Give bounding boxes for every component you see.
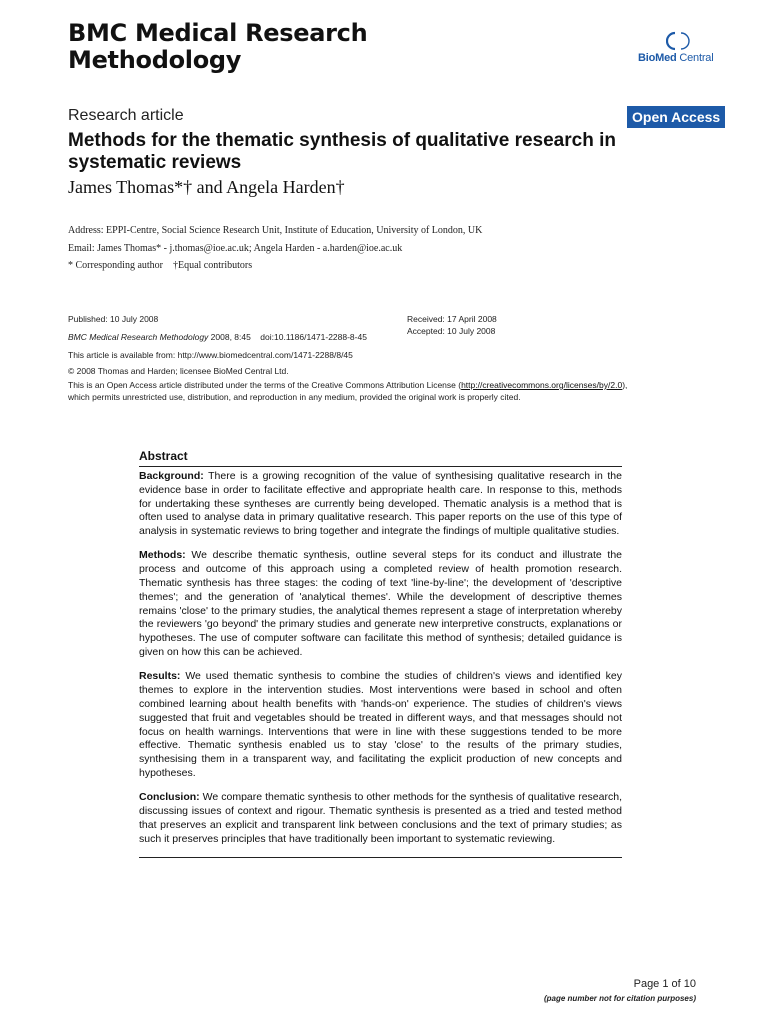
section-label: Results: [139,670,181,683]
article-type: Research article [68,107,184,124]
section-text: We compare thematic synthesis to other methods for the synthesis of qualitative research, discussing issues of context and rigour. Thematic synthesis is presented as a tried and tested method that preserves an explicit and transparent link between conclusions and the text of primary studies; as such it preserves principles that have traditionally been important to systematic reviewing. [139,791,622,845]
publisher-logo[interactable] [636,30,736,70]
abstract-background [139,470,622,539]
published-date: Published: 10 July 2008 [68,314,159,324]
abstract-conclusion [139,791,622,846]
section-label: Methods: [139,549,186,562]
author-emails[interactable]: Email: James Thomas* - j.thomas@ioe.ac.uk; Angela Harden - a.harden@ioe.ac.uk [68,243,403,254]
open-access-badge[interactable]: Open Access [627,106,725,128]
citation-details: 2008, 8:45 doi:10.1186/1471-2288-8-45 [208,332,367,342]
corresponding-author-note: * Corresponding author †Equal contributors [68,260,253,271]
section-text: We describe thematic synthesis, outline several steps for its conduct and illustrate the process and outcome of this approach using a completed review of health promotion research. Thematic synthesis has three stages: the coding of text 'line-by-line'; the development of 'descriptive themes'; and the generation of 'analytical themes'. While the development of descriptive themes remains 'close' to the primary studies, the analytical themes represent a stage of interpretation whereby the reviewers 'go beyond' the primary studies and generate new interpretive constructs, explanations or hypotheses. The use of computer software can facilitate this method of synthesis; detailed guidance is given on how this can be achieved. [139,549,622,659]
citation [68,332,367,343]
article-url[interactable]: This article is available from: http://www.biomedcentral.com/1471-2288/8/45 [68,350,353,360]
abstract-results [139,670,622,780]
license-pre: This is an Open Access article distributed under the terms of the Creative Commons Attribution License ( [68,380,462,390]
copyright-notice: © 2008 Thomas and Harden; licensee BioMed Central Ltd. [68,366,289,376]
abstract-heading: Abstract [139,448,622,467]
journal-title-line1: BMC Medical Research [68,19,368,47]
section-text: We used thematic synthesis to combine the studies of children's views and identified key themes to explore in the intervention studies. Most interventions were based in school and often combined learning about health benefits with 'hands-on' experience. The studies of children's views suggested that fruit and vegetables should be treated in different ways, and that messages should not focus on health warnings. Interventions that were in line with these suggestions tended to be more effective. Thematic synthesis enabled us to stay 'close' to the results of the primary studies, synthesising them in a transparent way, and facilitating the explicit production of new concepts and hypotheses. [139,670,622,779]
biomed-arc-icon [666,30,690,52]
publisher-logo-text [638,52,713,64]
journal-title-line2: Methodology [68,46,242,74]
abstract-bottom-rule [139,857,622,858]
page-number-note: (page number not for citation purposes) [543,994,696,1003]
article-authors: James Thomas*† and Angela Harden† [68,177,345,197]
license-post: ), [622,380,628,390]
author-address: Address: EPPI-Centre, Social Science Research Unit, Institute of Education, University of London, UK [68,225,483,236]
license-statement [68,380,728,391]
article-title: Methods for the thematic synthesis of qualitative research in systematic reviews [68,130,616,173]
license-statement-line2: which permits unrestricted use, distribution, and reproduction in any medium, provided the original work is properly cited. [68,392,521,402]
section-text: There is a growing recognition of the value of synthesising qualitative research in the evidence base in order to facilitate effective and appropriate health care. In response to this, methods for undertaking these syntheses are currently being developed. Thematic analysis is a method that is often used to analyse data in primary qualitative research. This paper reports on the use of this type of analysis in systematic reviews to bring together and integrate the findings of multiple qualitative studies. [139,470,622,538]
section-label: Background: [139,470,204,482]
citation-journal: BMC Medical Research Methodology [68,332,209,342]
logo-bio: BioMed [638,52,677,64]
accepted-date: Accepted: 10 July 2008 [407,326,496,336]
received-date: Received: 17 April 2008 [407,314,497,324]
page-number: Page 1 of 10 [633,978,696,990]
abstract-methods [139,549,622,659]
abstract [139,448,622,858]
logo-central: Central [676,52,714,64]
license-link[interactable]: http://creativecommons.org/licenses/by/2.0 [461,380,623,390]
journal-title [68,20,538,74]
section-label: Conclusion: [139,791,200,804]
